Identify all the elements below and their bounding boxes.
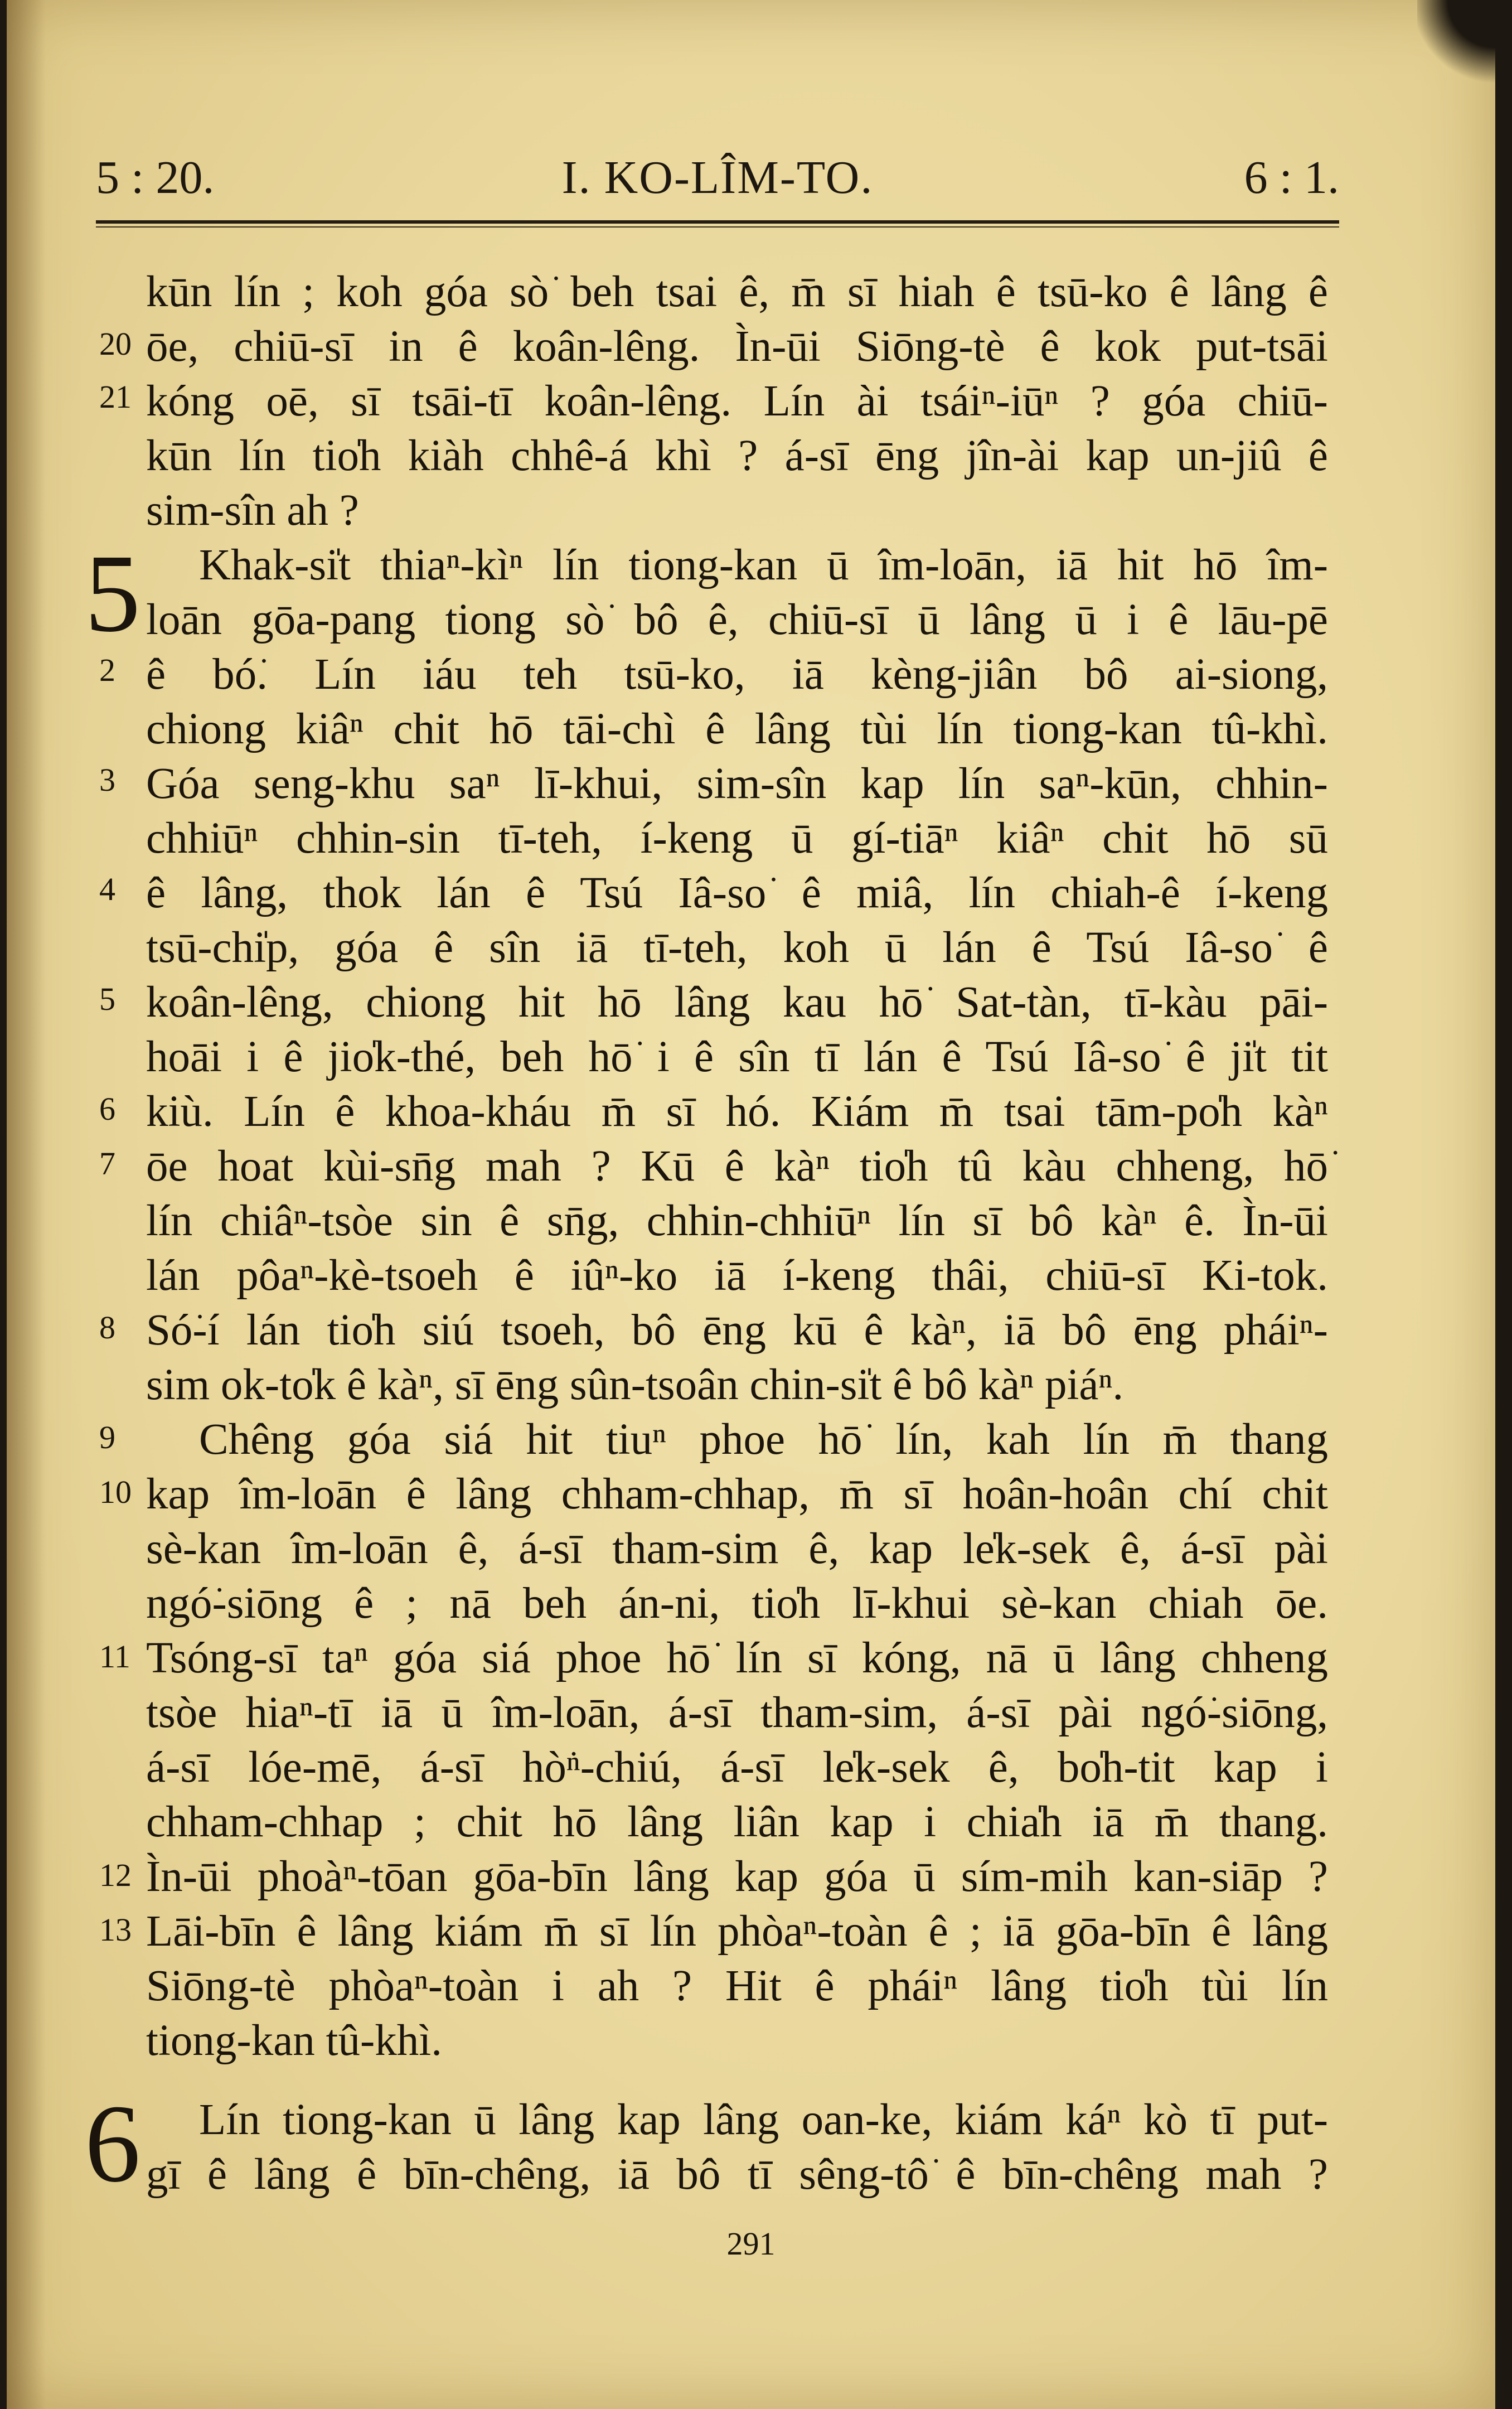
page-number: 291	[726, 2226, 776, 2262]
text-line: kūn lín ; koh góa sò͘ beh tsai ê, m̄ sī hiah ê tsū-ko ê lâng ê	[146, 268, 1328, 316]
text-line: tsū-chi̍p, góa ê sîn iā tī-teh, koh ū lán ê Tsú Iâ-so͘ ê	[146, 923, 1328, 972]
chapter-number: 5	[85, 532, 140, 655]
header-reference-end: 6 : 1.	[1244, 152, 1339, 204]
text-line: Góa seng-khu saⁿ lī-khui, sim-sîn kap lín saⁿ-kūn, chhin-	[146, 760, 1328, 808]
text-line: Só͘-í lán tio̍h siú tsoeh, bô ēng kū ê kàⁿ, iā bô ēng pháiⁿ-	[146, 1306, 1328, 1355]
page-corner-shadow	[1417, 0, 1495, 89]
text-line: kap îm-loān ê lâng chham-chhap, m̄ sī hoân-hoân chí chit	[146, 1470, 1328, 1518]
text-line: ê bó͘. Lín iáu teh tsū-ko, iā kèng-jiân bô ai-siong,	[146, 650, 1328, 699]
text-line: chiong kiâⁿ chit hō tāi-chì ê lâng tùi lín tiong-kan tû-khì.	[146, 705, 1328, 753]
text-line: hoāi i ê jio̍k-thé, beh hō͘ i ê sîn tī lán ê Tsú Iâ-so͘ ê ji̍t tit	[146, 1033, 1328, 1081]
text-line: Ìn-ūi phoàⁿ-tōan gōa-bīn lâng kap góa ū sím-mih kan-siāp ?	[146, 1852, 1328, 1901]
verse-number: 9	[99, 1419, 115, 1455]
text-line: kóng oē, sī tsāi-tī koân-lêng. Lín ài tsáiⁿ-iūⁿ ? góa chiū-	[146, 377, 1328, 425]
header-rule-thin	[96, 226, 1339, 228]
text-line: chham-chhap ; chit hō lâng liân kap i chia̍h iā m̄ thang.	[146, 1798, 1328, 1846]
verse-number: 12	[99, 1857, 132, 1893]
page-spine-shadow	[7, 0, 46, 2409]
text-line: koân-lêng, chiong hit hō lâng kau hō͘ Sat-tàn, tī-kàu pāi-	[146, 978, 1328, 1027]
text-line: kūn lín tio̍h kiàh chhê-á khì ? á-sī ēng jîn-ài kap un-jiû ê	[146, 432, 1328, 480]
text-line: ngó͘-siōng ê ; nā beh án-ni, tio̍h lī-khui sè-kan chiah ōe.	[146, 1579, 1328, 1628]
text-line: lín chiâⁿ-tsòe sin ê sn̄g, chhin-chhiūⁿ lín sī bô kàⁿ ê. Ìn-ūi	[146, 1197, 1328, 1245]
verse-number: 13	[99, 1912, 132, 1948]
verse-number: 11	[99, 1638, 130, 1675]
text-line: sim ok-to̍k ê kàⁿ, sī ēng sûn-tsoân chin-si̍t ê bô kàⁿ piáⁿ.	[146, 1361, 1124, 1409]
verse-number: 2	[99, 652, 115, 688]
text-line: á-sī lóe-mē, á-sī hò͘ⁿ-chiú, á-sī le̍k-sek ê, bo̍h-tit kap i	[146, 1743, 1328, 1792]
text-line: Lín tiong-kan ū lâng kap lâng oan-ke, kiám káⁿ kò tī put-	[199, 2096, 1328, 2144]
verse-number: 7	[99, 1145, 115, 1182]
text-line: Lāi-bīn ê lâng kiám m̄ sī lín phòaⁿ-toàn ê ; iā gōa-bīn ê lâng	[146, 1907, 1328, 1956]
text-line: sè-kan îm-loān ê, á-sī tham-sim ê, kap le̍k-sek ê, á-sī pài	[146, 1525, 1328, 1573]
running-header	[96, 151, 1339, 204]
text-line: kiù. Lín ê khoa-kháu m̄ sī hó. Kiám m̄ tsai tām-po̍h kàⁿ	[146, 1087, 1328, 1136]
text-line: chhiūⁿ chhin-sin tī-teh, í-keng ū gí-tiāⁿ kiâⁿ chit hō sū	[146, 814, 1328, 863]
verse-number: 21	[99, 379, 132, 415]
text-line: lán pôaⁿ-kè-tsoeh ê iûⁿ-ko iā í-keng thâi, chiū-sī Ki-tok.	[146, 1251, 1328, 1300]
text-line: Tsóng-sī taⁿ góa siá phoe hō͘ lín sī kóng, nā ū lâng chheng	[146, 1634, 1328, 1682]
text-line: loān gōa-pang tiong sò͘ bô ê, chiū-sī ū lâng ū i ê lāu-pē	[146, 596, 1328, 644]
verse-number: 10	[99, 1474, 132, 1510]
header-rule	[96, 220, 1339, 224]
header-book-title: I. KO-LÎM-TO.	[561, 152, 874, 204]
header-reference-start: 5 : 20.	[96, 152, 215, 204]
text-line: sim-sîn ah ?	[146, 486, 359, 535]
text-line: Siōng-tè phòaⁿ-toàn i ah ? Hit ê pháiⁿ lâng tio̍h tùi lín	[146, 1962, 1328, 2010]
chapter-number: 6	[85, 2082, 140, 2205]
text-line: ōe hoat kùi-sn̄g mah ? Kū ê kàⁿ tio̍h tû kàu chheng, hō͘	[146, 1142, 1328, 1191]
verse-number: 3	[99, 762, 115, 798]
book-page	[7, 0, 1495, 2409]
verse-number: 6	[99, 1091, 115, 1127]
text-line: ê lâng, thok lán ê Tsú Iâ-so͘ ê miâ, lín chiah-ê í-keng	[146, 869, 1328, 917]
text-line: tsòe hiaⁿ-tī iā ū îm-loān, á-sī tham-sim, á-sī pài ngó͘-siōng,	[146, 1689, 1328, 1737]
verse-number: 5	[99, 981, 115, 1017]
text-line: gī ê lâng ê bīn-chêng, iā bô tī sêng-tô͘ ê bīn-chêng mah ?	[146, 2150, 1328, 2199]
text-line: tiong-kan tû-khì.	[146, 2016, 442, 2065]
text-line: Khak-si̍t thiaⁿ-kìⁿ lín tiong-kan ū îm-loān, iā hit hō îm-	[199, 541, 1328, 589]
verse-number: 20	[99, 326, 132, 362]
verse-number: 8	[99, 1309, 115, 1346]
verse-number: 4	[99, 871, 115, 907]
text-line: Chêng góa siá hit tiuⁿ phoe hō͘ lín, kah lín m̄ thang	[199, 1415, 1328, 1464]
text-line: ōe, chiū-sī in ê koân-lêng. Ìn-ūi Siōng-tè ê kok put-tsāi	[146, 322, 1328, 371]
